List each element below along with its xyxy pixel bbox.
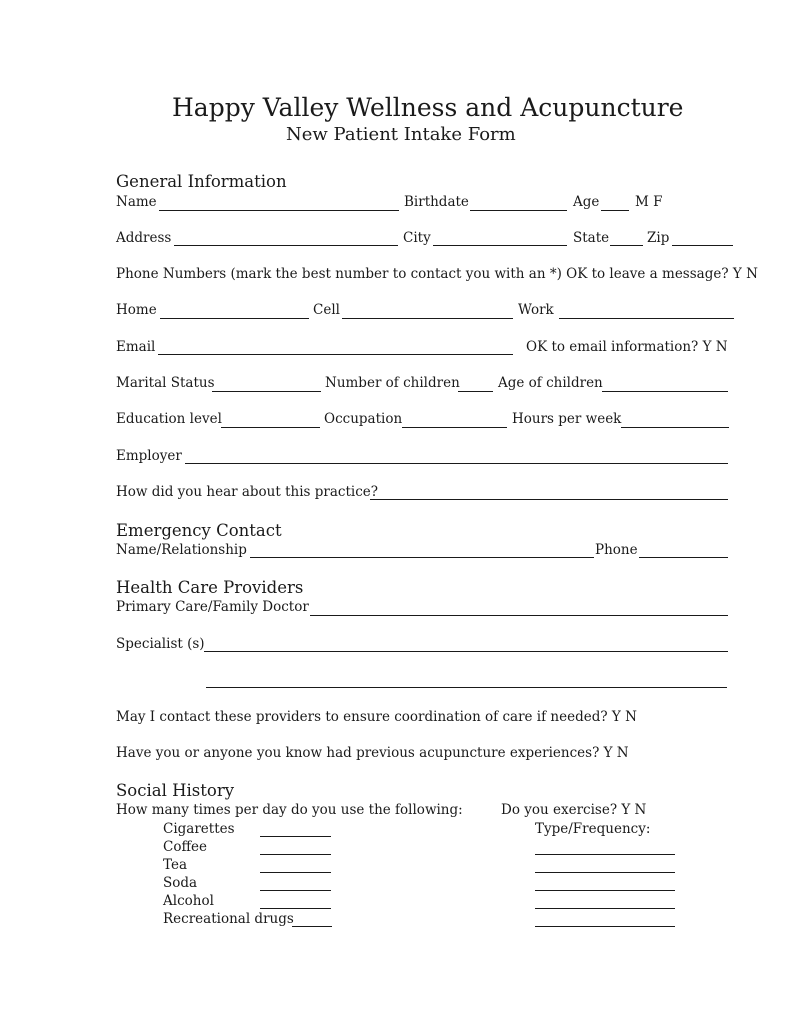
email-field[interactable] — [158, 354, 513, 355]
sex-options[interactable]: M F — [635, 194, 663, 210]
recreational-drugs-field[interactable] — [292, 926, 332, 927]
form-title: Happy Valley Wellness and Acupuncture — [172, 93, 684, 122]
list-item-label: Coffee — [163, 839, 208, 855]
exercise-field-2[interactable] — [535, 872, 675, 873]
specialist-label: Specialist (s) — [116, 636, 205, 652]
hours-per-week-label: Hours per week — [512, 411, 622, 427]
coffee-field[interactable] — [260, 854, 331, 855]
name-field[interactable] — [159, 210, 399, 211]
employer-label: Employer — [116, 448, 182, 464]
number-of-children-label: Number of children — [325, 375, 460, 391]
exercise-question[interactable]: Do you exercise? Y N — [501, 802, 647, 818]
cigarettes-field[interactable] — [260, 836, 331, 837]
employer-field[interactable] — [185, 463, 728, 464]
work-phone-field[interactable] — [559, 318, 734, 319]
birthdate-field[interactable] — [470, 210, 567, 211]
list-item-label: Tea — [163, 857, 187, 873]
name-relationship-label: Name/Relationship — [116, 542, 247, 558]
acupuncture-experience-question[interactable]: Have you or anyone you know had previous acupuncture experiences? Y N — [116, 745, 629, 761]
list-item-label: Soda — [163, 875, 198, 891]
city-field[interactable] — [433, 245, 567, 246]
cell-phone-field[interactable] — [342, 318, 513, 319]
type-frequency-label: Type/Frequency: — [535, 821, 651, 837]
address-field[interactable] — [174, 245, 398, 246]
home-phone-field[interactable] — [160, 318, 309, 319]
specialist-field-2[interactable] — [206, 687, 727, 688]
zip-field[interactable] — [672, 245, 733, 246]
age-field[interactable] — [601, 210, 629, 211]
specialist-field-1[interactable] — [204, 651, 728, 652]
hear-about-field[interactable] — [370, 499, 728, 500]
health-care-providers-heading: Health Care Providers — [116, 578, 304, 597]
exercise-field-1[interactable] — [535, 854, 675, 855]
hours-per-week-field[interactable] — [621, 427, 729, 428]
primary-care-label: Primary Care/Family Doctor — [116, 599, 309, 615]
address-label: Address — [116, 230, 172, 246]
emergency-contact-heading: Emergency Contact — [116, 521, 282, 540]
work-label: Work — [518, 302, 554, 318]
primary-care-field[interactable] — [310, 615, 728, 616]
cell-label: Cell — [313, 302, 340, 318]
home-label: Home — [116, 302, 157, 318]
number-of-children-field[interactable] — [458, 391, 493, 392]
name-label: Name — [116, 194, 157, 210]
education-level-field[interactable] — [221, 427, 320, 428]
zip-label: Zip — [647, 230, 670, 246]
occupation-label: Occupation — [324, 411, 403, 427]
contact-providers-question[interactable]: May I contact these providers to ensure coordination of care if needed? Y N — [116, 709, 637, 725]
times-per-day-label: How many times per day do you use the following: — [116, 802, 463, 818]
education-level-label: Education level — [116, 411, 222, 427]
ok-email-label[interactable]: OK to email information? Y N — [526, 339, 728, 355]
emergency-phone-field[interactable] — [639, 557, 728, 558]
state-label: State — [573, 230, 610, 246]
soda-field[interactable] — [260, 890, 331, 891]
list-item-label: Alcohol — [163, 893, 214, 909]
age-label: Age — [573, 194, 600, 210]
marital-status-field[interactable] — [212, 391, 321, 392]
exercise-field-5[interactable] — [535, 926, 675, 927]
tea-field[interactable] — [260, 872, 331, 873]
occupation-field[interactable] — [402, 427, 507, 428]
email-label: Email — [116, 339, 156, 355]
birthdate-label: Birthdate — [404, 194, 469, 210]
social-history-heading: Social History — [116, 781, 235, 800]
exercise-field-3[interactable] — [535, 890, 675, 891]
marital-status-label: Marital Status — [116, 375, 215, 391]
list-item-label: Recreational drugs — [163, 911, 294, 927]
alcohol-field[interactable] — [260, 908, 331, 909]
phone-numbers-label: Phone Numbers (mark the best number to contact you with an *) OK to leave a message? Y N — [116, 266, 758, 282]
general-info-heading: General Information — [116, 172, 287, 191]
age-of-children-label: Age of children — [498, 375, 603, 391]
emergency-phone-label: Phone — [595, 542, 638, 558]
city-label: City — [403, 230, 431, 246]
name-relationship-field[interactable] — [250, 557, 594, 558]
state-field[interactable] — [610, 245, 643, 246]
form-subtitle: New Patient Intake Form — [286, 124, 516, 145]
hear-about-label: How did you hear about this practice? — [116, 484, 378, 500]
exercise-field-4[interactable] — [535, 908, 675, 909]
age-of-children-field[interactable] — [602, 391, 728, 392]
list-item-label: Cigarettes — [163, 821, 235, 837]
